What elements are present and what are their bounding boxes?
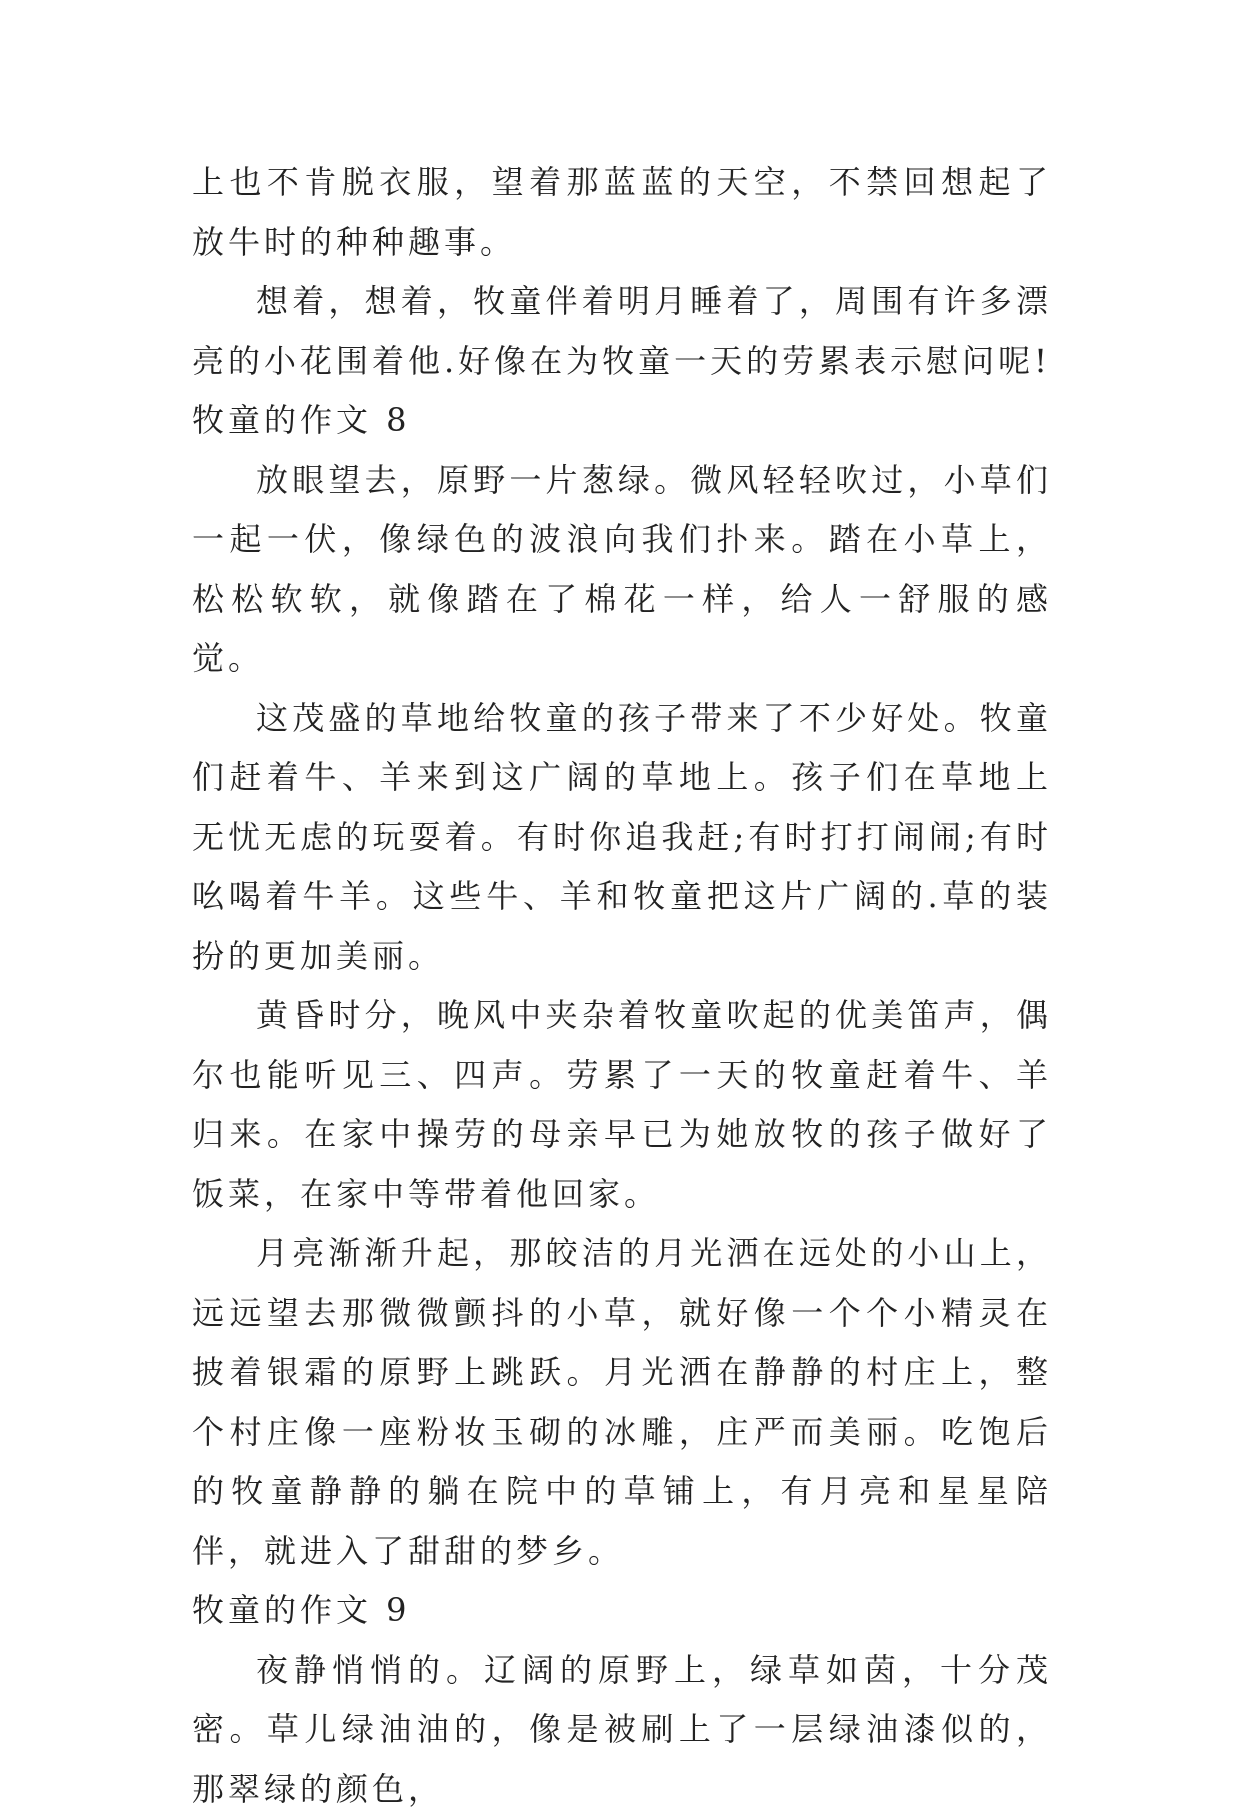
section-heading: 牧童的作文 8 xyxy=(192,391,1052,451)
document-page xyxy=(192,153,1052,1819)
paragraph: 月亮渐渐升起，那皎洁的月光洒在远处的小山上，远远望去那微微颤抖的小草，就好像一个个小精灵在披着银霜的原野上跳跃。月光洒在静静的村庄上，整个村庄像一座粉妆玉砌的冰雕，庄严而美丽。吃饱后的牧童静静的躺在院中的草铺上，有月亮和星星陪伴，就进入了甜甜的梦乡。 xyxy=(192,1224,1052,1581)
paragraph: 想着，想着，牧童伴着明月睡着了，周围有许多漂亮的小花围着他.好像在为牧童一天的劳累表示慰问呢! xyxy=(192,272,1052,391)
paragraph: 放眼望去，原野一片葱绿。微风轻轻吹过，小草们一起一伏，像绿色的波浪向我们扑来。踏在小草上，松松软软，就像踏在了棉花一样，给人一舒服的感觉。 xyxy=(192,451,1052,689)
paragraph: 黄昏时分，晚风中夹杂着牧童吹起的优美笛声，偶尔也能听见三、四声。劳累了一天的牧童赶着牛、羊归来。在家中操劳的母亲早已为她放牧的孩子做好了饭菜，在家中等带着他回家。 xyxy=(192,986,1052,1224)
paragraph: 上也不肯脱衣服，望着那蓝蓝的天空，不禁回想起了放牛时的种种趣事。 xyxy=(192,153,1052,272)
paragraph: 夜静悄悄的。辽阔的原野上，绿草如茵，十分茂密。草儿绿油油的，像是被刷上了一层绿油漆似的，那翠绿的颜色， xyxy=(192,1641,1052,1819)
paragraph: 这茂盛的草地给牧童的孩子带来了不少好处。牧童们赶着牛、羊来到这广阔的草地上。孩子们在草地上无忧无虑的玩耍着。有时你追我赶;有时打打闹闹;有时吆喝着牛羊。这些牛、羊和牧童把这片广阔的.草的装扮的更加美丽。 xyxy=(192,689,1052,987)
section-heading: 牧童的作文 9 xyxy=(192,1581,1052,1641)
